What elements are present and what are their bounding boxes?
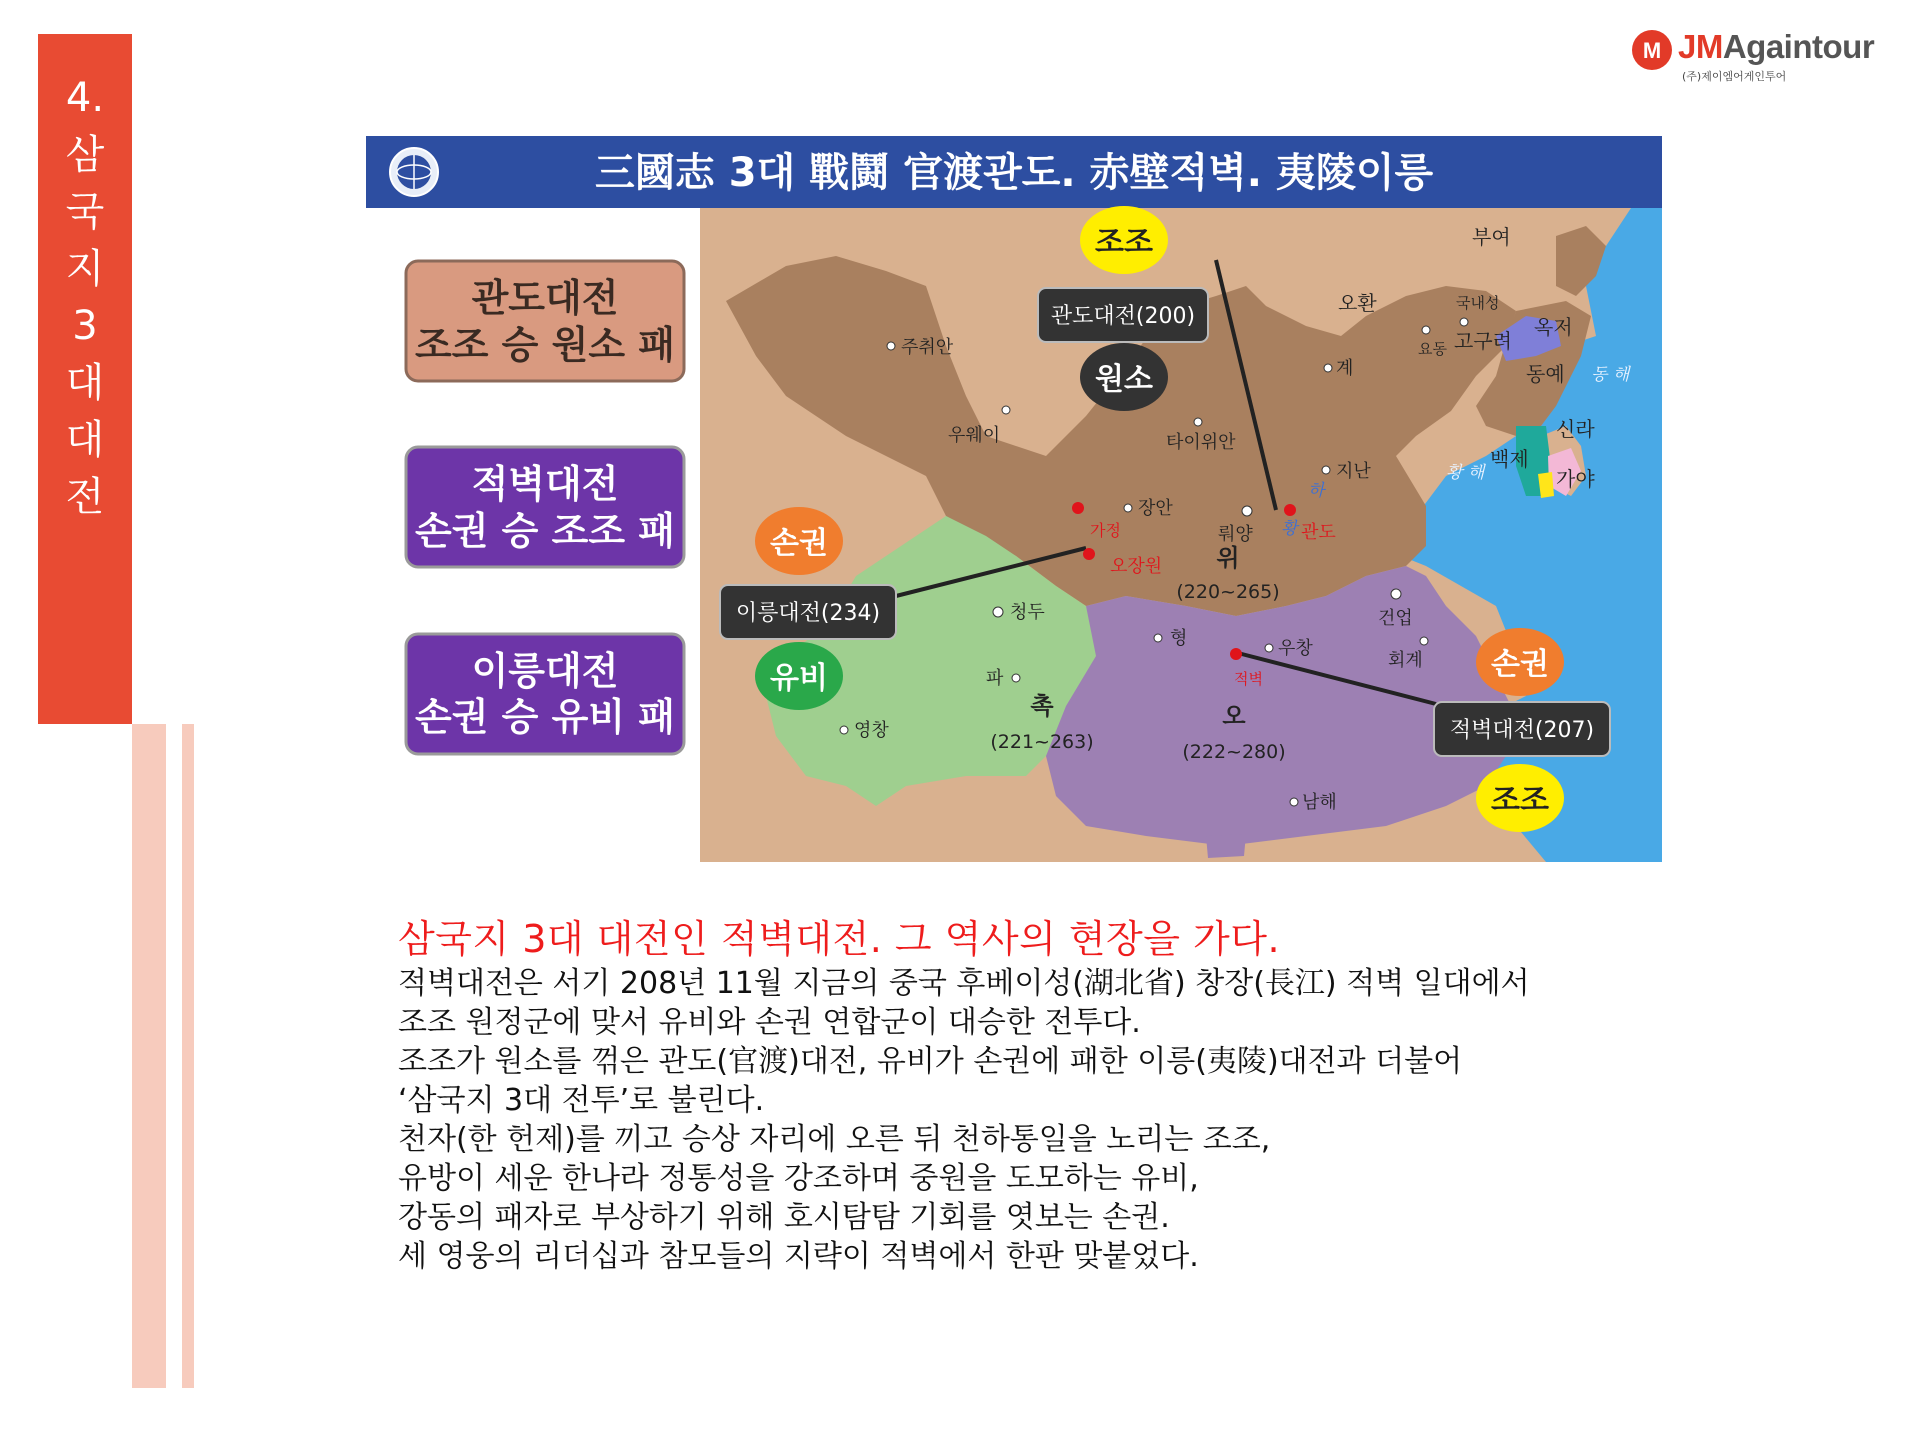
section-tab bbox=[38, 34, 132, 724]
place-label: 장안 bbox=[1138, 498, 1173, 519]
place-label: 가정 bbox=[1090, 521, 1121, 540]
circle-label: 조조 bbox=[1491, 783, 1549, 818]
place-label: 오장원 bbox=[1110, 556, 1163, 577]
yuan-shao-circle bbox=[1080, 343, 1168, 411]
river-label: 황 bbox=[1281, 519, 1298, 539]
battle-site-dot bbox=[1083, 548, 1095, 560]
yiling-summary-box bbox=[406, 634, 684, 754]
decorative-stripe bbox=[182, 724, 194, 1388]
callout-label: 적벽대전(207) bbox=[1449, 718, 1595, 743]
sun-quan-left-circle bbox=[755, 507, 843, 575]
place-label: 신라 bbox=[1556, 417, 1595, 441]
place-label: 뤄양 bbox=[1218, 524, 1253, 545]
place-label: 옥저 bbox=[1534, 315, 1573, 339]
place-label: 가야 bbox=[1556, 467, 1595, 491]
cao-cao-bottom-circle bbox=[1476, 764, 1564, 832]
section-title: 4. 삼 국 지 3 대 대 전 bbox=[65, 75, 105, 520]
place-label: 건업 bbox=[1378, 608, 1413, 629]
sea-label: 황 해 bbox=[1446, 463, 1485, 483]
three-kingdoms-map bbox=[366, 136, 1662, 862]
place-label: 오환 bbox=[1338, 291, 1377, 315]
article-body bbox=[398, 964, 1530, 1276]
circle-label: 유비 bbox=[770, 661, 828, 696]
body-line: 강동의 패자로 부상하기 위해 호시탐탐 기회를 엿보는 손권. bbox=[398, 1200, 1170, 1235]
box-line1: 관도대전 bbox=[471, 276, 619, 320]
kingdom-wu-label: 오 bbox=[1222, 702, 1246, 730]
body-line: 조조가 원소를 꺾은 관도(官渡)대전, 유비가 손권에 패한 이릉(夷陵)대전과 더불어 bbox=[398, 1044, 1463, 1079]
circle-label: 손권 bbox=[770, 526, 828, 561]
company-logo bbox=[1630, 26, 1892, 86]
box-line2: 조조 승 원소 패 bbox=[415, 323, 675, 367]
circle-label: 원소 bbox=[1095, 362, 1153, 397]
kingdom-shu-years: (221~263) bbox=[990, 731, 1094, 753]
section-caption: 삼국지 3대 대전인 적벽대전. 그 역사의 현장을 가다. bbox=[398, 917, 1281, 961]
kingdom-wei-years: (220~265) bbox=[1176, 581, 1280, 603]
battle-site-dot bbox=[1072, 502, 1084, 514]
place-label: 백제 bbox=[1490, 447, 1529, 471]
box-line1: 적벽대전 bbox=[471, 462, 619, 506]
guandu-callout bbox=[1038, 288, 1208, 342]
liu-bei-circle bbox=[755, 642, 843, 710]
map-header-title: 三國志 3대 戰鬪 官渡관도. 赤壁적벽. 夷陵이릉 bbox=[594, 150, 1434, 196]
place-label: 영창 bbox=[854, 720, 889, 741]
place-label: 우창 bbox=[1278, 638, 1313, 659]
kingdom-wei-label: 위 bbox=[1216, 544, 1240, 572]
place-label: 요동 bbox=[1418, 340, 1447, 358]
place-label: 동예 bbox=[1526, 362, 1565, 386]
box-line2: 손권 승 유비 패 bbox=[415, 695, 675, 739]
body-line: 유방이 세운 한나라 정통성을 강조하며 중원을 도모하는 유비, bbox=[398, 1161, 1199, 1196]
globe-logo-icon bbox=[390, 148, 438, 196]
place-label: 관도 bbox=[1301, 522, 1336, 543]
logo-mark-icon bbox=[1630, 28, 1674, 72]
place-label: 고구려 bbox=[1454, 329, 1512, 353]
place-label: 청두 bbox=[1010, 602, 1045, 623]
place-label: 계 bbox=[1336, 358, 1354, 379]
box-line2: 손권 승 조조 패 bbox=[415, 509, 675, 553]
body-line: ‘삼국지 3대 전투’로 불린다. bbox=[398, 1083, 765, 1118]
svg-text:M: M bbox=[1642, 38, 1662, 63]
battle-site-dot bbox=[1230, 648, 1242, 660]
cao-cao-top-circle bbox=[1080, 206, 1168, 274]
body-line: 조조 원정군에 맞서 유비와 손권 연합군이 대승한 전투다. bbox=[398, 1005, 1141, 1040]
battle-site-dot bbox=[1284, 504, 1296, 516]
place-label: 파 bbox=[986, 668, 1004, 689]
box-line1: 이릉대전 bbox=[471, 649, 619, 693]
guandu-summary-box bbox=[406, 261, 684, 381]
place-label: 우웨이 bbox=[948, 425, 1001, 446]
place-label: 부여 bbox=[1472, 225, 1511, 249]
callout-label: 이릉대전(234) bbox=[735, 601, 881, 626]
place-label: 주취안 bbox=[901, 337, 954, 358]
circle-label: 조조 bbox=[1095, 225, 1153, 260]
callout-label: 관도대전(200) bbox=[1050, 304, 1196, 329]
chibi-callout bbox=[1434, 702, 1610, 756]
place-label: 형 bbox=[1170, 628, 1188, 649]
circle-label: 손권 bbox=[1491, 647, 1549, 682]
hainan-island bbox=[1206, 834, 1246, 858]
body-line: 세 영웅의 리더십과 참모들의 지략이 적벽에서 한판 맞붙었다. bbox=[398, 1239, 1199, 1274]
logo-name: Againtour bbox=[1722, 28, 1875, 65]
place-label: 적벽 bbox=[1234, 670, 1263, 688]
place-label: 남해 bbox=[1302, 792, 1337, 813]
logo-prefix: JM bbox=[1678, 28, 1723, 65]
place-label: 국내성 bbox=[1456, 294, 1500, 312]
logo-wordmark bbox=[1678, 28, 1874, 66]
kingdom-wu-years: (222~280) bbox=[1182, 741, 1286, 763]
logo-subtitle: (주)제이엠어게인투어 bbox=[1682, 70, 1787, 83]
place-label: 회계 bbox=[1388, 650, 1423, 671]
kingdom-shu-label: 촉 bbox=[1030, 692, 1054, 720]
yiling-callout bbox=[720, 585, 896, 639]
place-label: 타이위안 bbox=[1166, 432, 1236, 453]
body-line: 천자(한 헌제)를 끼고 승상 자리에 오른 뒤 천하통일을 노리는 조조, bbox=[398, 1122, 1271, 1157]
decorative-stripe bbox=[132, 724, 166, 1388]
chibi-summary-box bbox=[406, 447, 684, 567]
river-label: 하 bbox=[1308, 481, 1325, 501]
sea-label: 동 해 bbox=[1591, 365, 1630, 385]
sun-quan-right-circle bbox=[1476, 628, 1564, 696]
body-line: 적벽대전은 서기 208년 11월 지금의 중국 후베이성(湖北省) 창장(長江) 적벽 일대에서 bbox=[398, 966, 1530, 1001]
place-label: 지난 bbox=[1336, 461, 1371, 482]
